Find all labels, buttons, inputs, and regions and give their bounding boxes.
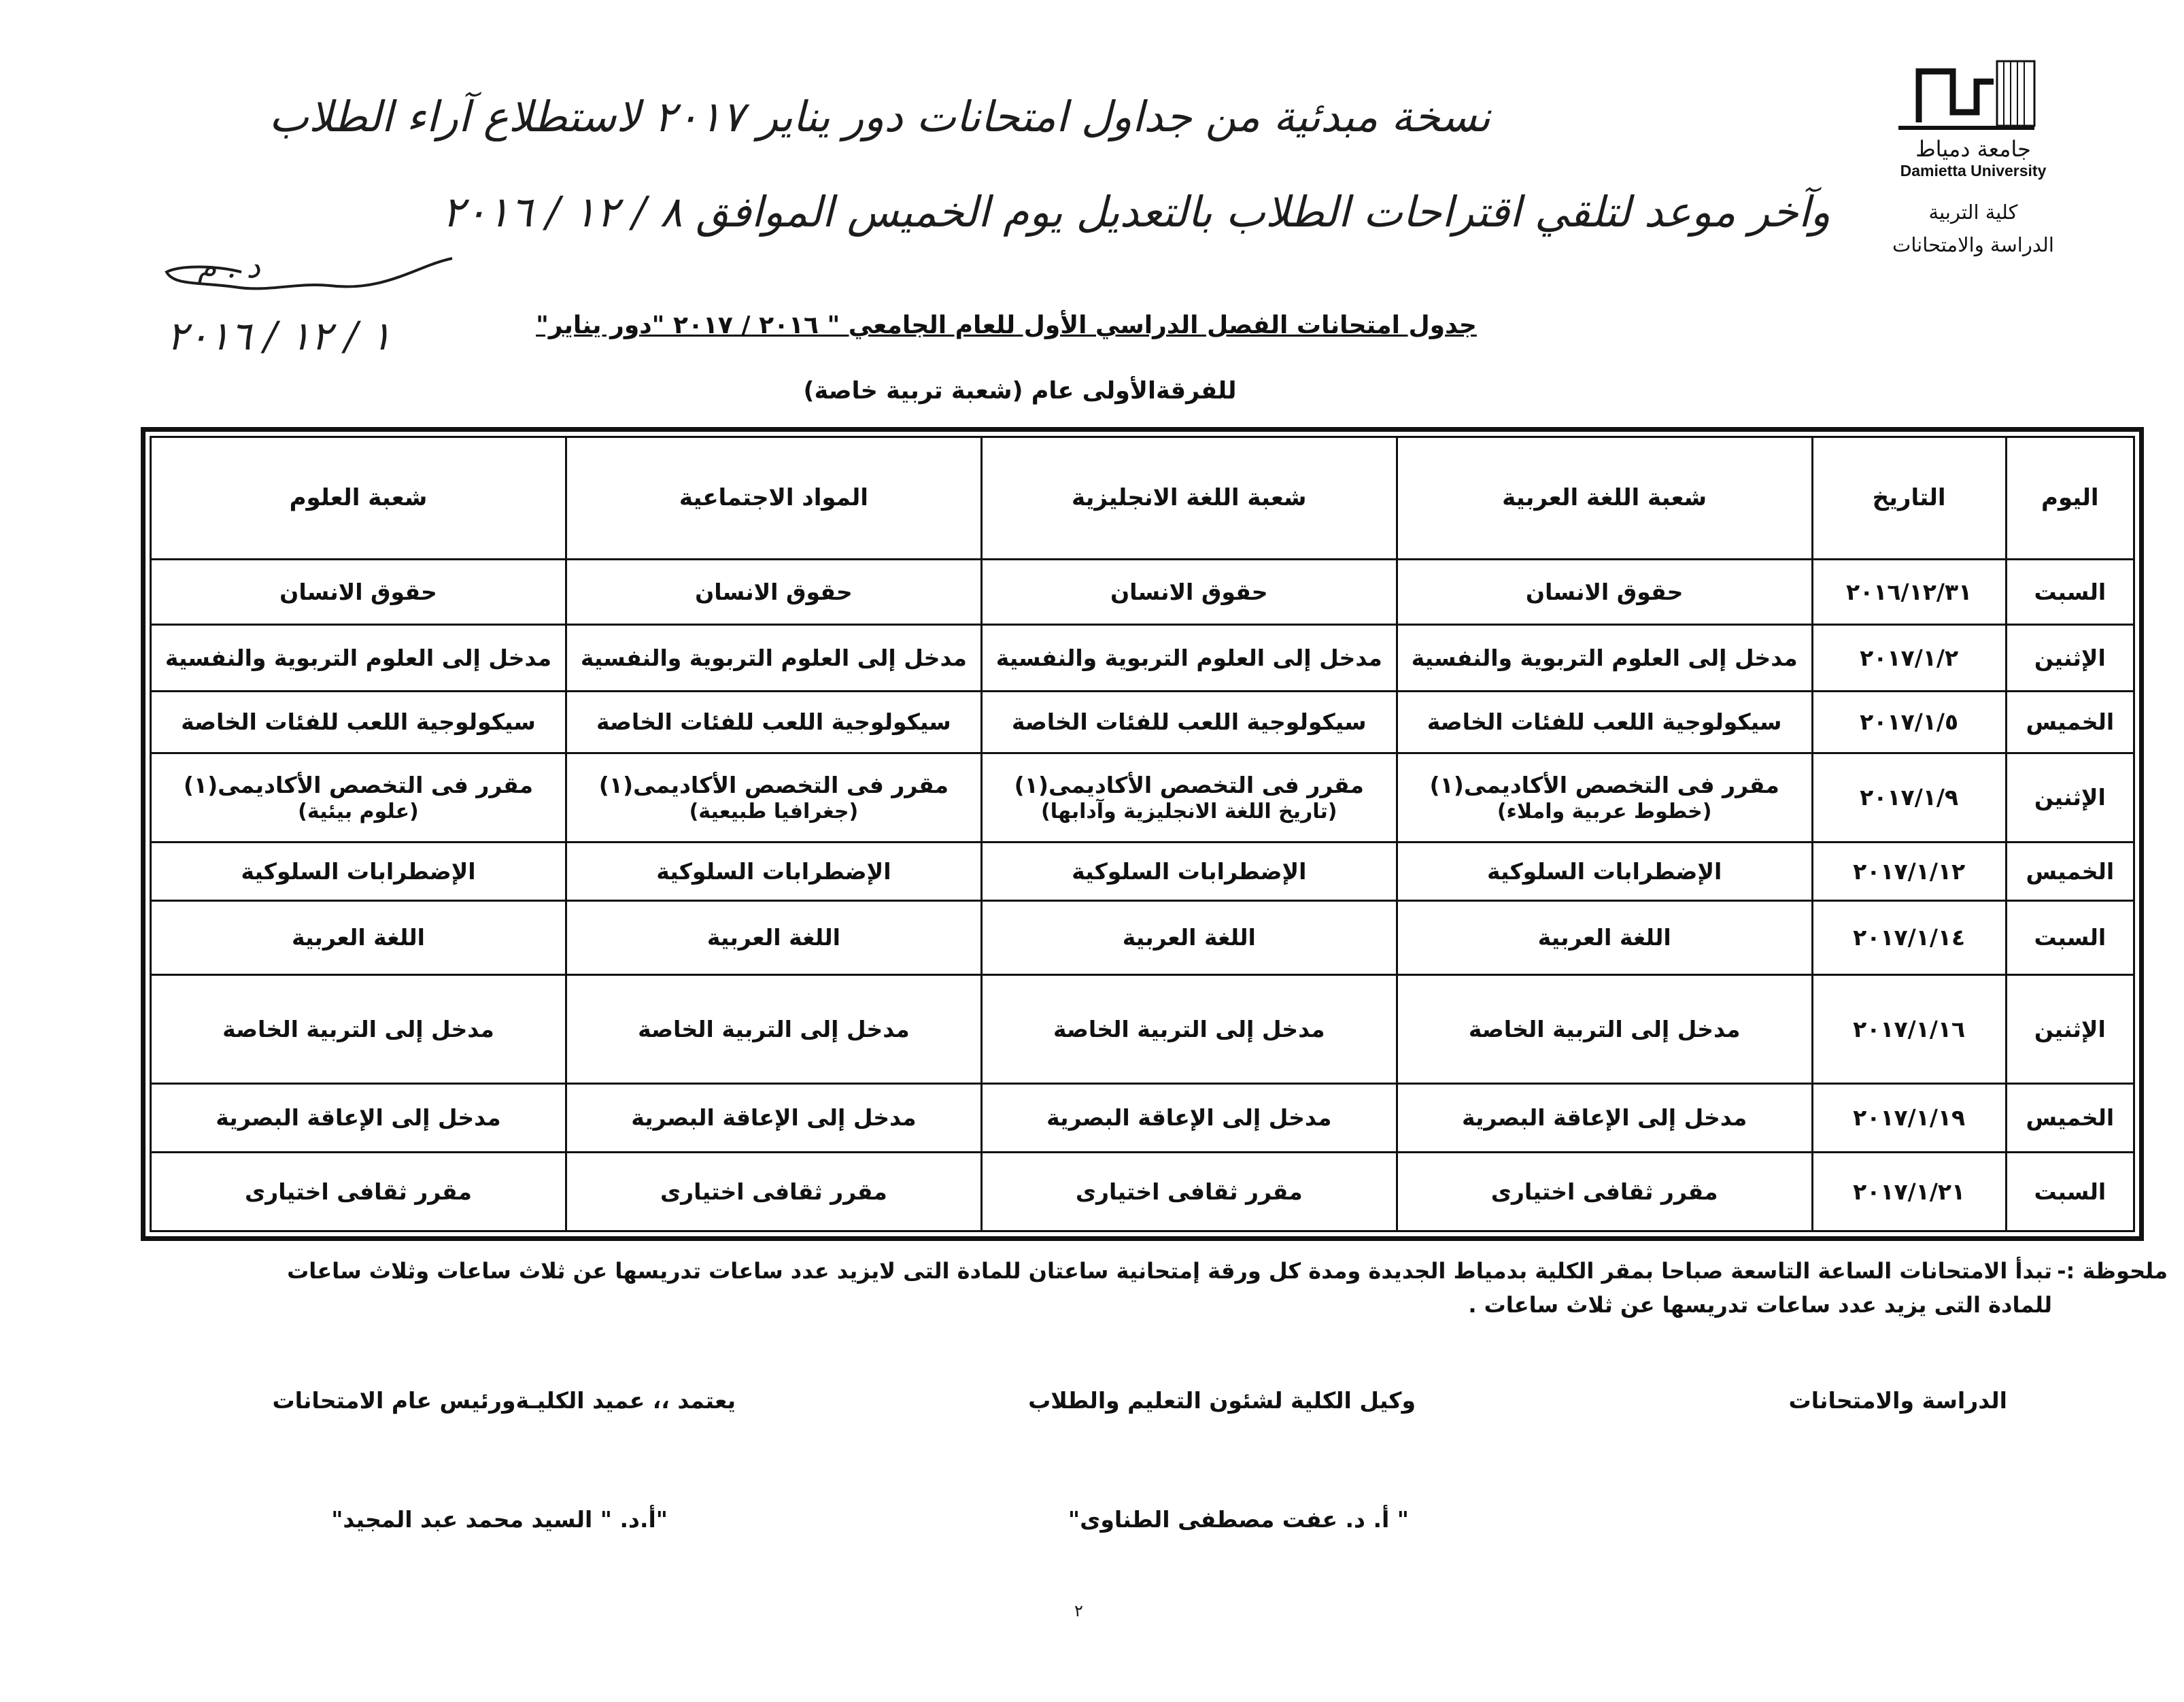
university-name-ar: جامعة دمياط (1915, 136, 2031, 162)
exam-cell: مقرر ثقافى اختيارى (566, 1152, 981, 1231)
exam-cell: الإضطرابات السلوكية (1397, 843, 1812, 901)
exam-cell: اللغة العربية (566, 900, 981, 974)
exam-cell: حقوق الانسان (151, 559, 566, 624)
day-cell: الإثنين (2006, 624, 2134, 691)
exam-cell: مدخل إلى العلوم التربوية والنفسية (566, 624, 981, 691)
exam-cell (151, 753, 566, 842)
day-cell: السبت (2006, 900, 2134, 974)
table-header-row (151, 437, 2134, 560)
course-name: مقرر فى التخصص الأكاديمى(١) (183, 771, 534, 798)
day-cell: الإثنين (2006, 975, 2134, 1084)
table-row (151, 559, 2134, 624)
table-row (151, 843, 2134, 901)
table-row (151, 753, 2134, 842)
course-detail: (خطوط عربية واملاء) (1497, 799, 1712, 823)
date-cell: ٢٠١٧/١/٥ (1812, 691, 2006, 753)
date-cell: ٢٠١٧/١/٢ (1812, 624, 2006, 691)
note-line1: تبدأ الامتحانات الساعة التاسعة صباحا بمقر الكلية بدمياط الجديدة ومدة كل ورقة إمتحانية ساعتان للمادة التى لايزيد عدد ساعات تدريسها عن ثلاث ساعات وثلاث ساعات (287, 1258, 2052, 1284)
handwritten-note-line1: نسخة مبدئية من جداول امتحانات دور يناير ٢٠١٧ لاستطلاع آراء الطلاب (269, 92, 1490, 141)
header-science: شعبة العلوم (151, 437, 566, 560)
exam-cell: حقوق الانسان (566, 559, 981, 624)
note-line2: للمادة التى يزيد عدد ساعات تدريسها عن ثلاث ساعات . (1468, 1291, 2052, 1318)
table-row (151, 975, 2134, 1084)
table-row (151, 691, 2134, 753)
exam-cell: مدخل إلى العلوم التربوية والنفسية (1397, 624, 1812, 691)
exam-cell: مدخل إلى الإعاقة البصرية (151, 1083, 566, 1152)
date-cell: ٢٠١٦/١٢/٣١ (1812, 559, 2006, 624)
handwritten-signature: د . م (197, 248, 260, 285)
date-cell: ٢٠١٧/١/٢١ (1812, 1152, 2006, 1231)
exam-cell: مقرر ثقافى اختيارى (981, 1152, 1397, 1231)
date-cell: ٢٠١٧/١/١٤ (1812, 900, 2006, 974)
exam-cell: سيكولوجية اللعب للفئات الخاصة (151, 691, 566, 753)
date-cell: ٢٠١٧/١/١٩ (1812, 1083, 2006, 1152)
exam-cell: مدخل إلى الإعاقة البصرية (566, 1083, 981, 1152)
exam-cell: مقرر ثقافى اختيارى (1397, 1152, 1812, 1231)
page-number: ٢ (1074, 1601, 1083, 1620)
signature-vice-title: وكيل الكلية لشئون التعليم والطلاب (1028, 1387, 1416, 1414)
signature-dean-name: "أ.د. " السيد محمد عبد المجيد" (331, 1506, 668, 1533)
header-english: شعبة اللغة الانجليزية (981, 437, 1397, 560)
day-cell: السبت (2006, 559, 2134, 624)
exam-cell: مدخل إلى التربية الخاصة (1397, 975, 1812, 1084)
course-name: مقرر فى التخصص الأكاديمى(١) (598, 771, 949, 798)
exam-cell (566, 753, 981, 842)
exam-cell: سيكولوجية اللعب للفئات الخاصة (566, 691, 981, 753)
exam-cell (981, 753, 1397, 842)
table-row (151, 624, 2134, 691)
exam-cell: اللغة العربية (1397, 900, 1812, 974)
course-detail: (جغرافيا طبيعية) (689, 799, 859, 823)
exam-cell: مدخل إلى الإعاقة البصرية (1397, 1083, 1812, 1152)
exam-cell: حقوق الانسان (1397, 559, 1812, 624)
header-arabic: شعبة اللغة العربية (1397, 437, 1812, 560)
exam-cell: مدخل إلى العلوم التربوية والنفسية (981, 624, 1397, 691)
exam-cell: مدخل إلى الإعاقة البصرية (981, 1083, 1397, 1152)
day-cell: الخميس (2006, 1083, 2134, 1152)
exam-cell: مدخل إلى التربية الخاصة (151, 975, 566, 1084)
document-title: جدول امتحانات الفصل الدراسي الأول للعام الجامعي " ٢٠١٦ / ٢٠١٧ "دور يناير" (536, 311, 1477, 339)
note-label: ملحوظة :- (2057, 1258, 2168, 1284)
exam-cell: سيكولوجية اللعب للفئات الخاصة (981, 691, 1397, 753)
day-cell: الخميس (2006, 843, 2134, 901)
day-cell: السبت (2006, 1152, 2134, 1231)
exam-cell: الإضطرابات السلوكية (566, 843, 981, 901)
table-row (151, 1152, 2134, 1231)
exam-cell: اللغة العربية (151, 900, 566, 974)
date-cell: ٢٠١٧/١/١٢ (1812, 843, 2006, 901)
university-name-en: Damietta University (1900, 162, 2047, 180)
course-detail: (علوم بيئية) (298, 799, 419, 823)
university-logo-icon (1858, 54, 2089, 136)
exam-cell: الإضطرابات السلوكية (981, 843, 1397, 901)
signature-dept-title: الدراسة والامتحانات (1788, 1387, 2007, 1414)
exam-cell: مدخل إلى العلوم التربوية والنفسية (151, 624, 566, 691)
table-row (151, 1083, 2134, 1152)
exam-cell: سيكولوجية اللعب للفئات الخاصة (1397, 691, 1812, 753)
department-name: الدراسة والامتحانات (1892, 233, 2054, 256)
table-row (151, 900, 2134, 974)
header-social: المواد الاجتماعية (566, 437, 981, 560)
signature-dean-title: يعتمد ،، عميد الكليـةورئيس عام الامتحانات (272, 1387, 736, 1414)
document-subtitle: للفرقةالأولى عام (شعبة تربية خاصة) (803, 377, 1237, 405)
date-cell: ٢٠١٧/١/١٦ (1812, 975, 2006, 1084)
date-cell: ٢٠١٧/١/٩ (1812, 753, 2006, 842)
course-name: مقرر فى التخصص الأكاديمى(١) (1429, 771, 1779, 798)
university-logo-block (1858, 54, 2089, 256)
course-name: مقرر فى التخصص الأكاديمى(١) (1014, 771, 1364, 798)
signature-vice-name: " أ. د. عفت مصطفى الطناوى" (1068, 1506, 1409, 1533)
handwritten-date: ١ / ١٢ / ٢٠١٦ (167, 313, 392, 359)
header-day: اليوم (2006, 437, 2134, 560)
day-cell: الخميس (2006, 691, 2134, 753)
header-date: التاريخ (1812, 437, 2006, 560)
course-detail: (تاريخ اللغة الانجليزية وآدابها) (1041, 799, 1337, 823)
handwritten-note-line2: وآخر موعد لتلقي اقتراحات الطلاب بالتعديل يوم الخميس الموافق ٨ / ١٢ / ٢٠١٦ (441, 187, 1830, 237)
exam-cell: الإضطرابات السلوكية (151, 843, 566, 901)
exam-cell (1397, 753, 1812, 842)
day-cell: الإثنين (2006, 753, 2134, 842)
signature-stroke (160, 245, 459, 306)
exam-cell: حقوق الانسان (981, 559, 1397, 624)
exam-cell: مدخل إلى التربية الخاصة (981, 975, 1397, 1084)
exam-cell: مقرر ثقافى اختيارى (151, 1152, 566, 1231)
exam-cell: اللغة العربية (981, 900, 1397, 974)
faculty-name: كلية التربية (1928, 201, 2018, 224)
exam-schedule-table (141, 427, 2144, 1241)
exam-note (128, 1255, 2168, 1322)
exam-cell: مدخل إلى التربية الخاصة (566, 975, 981, 1084)
